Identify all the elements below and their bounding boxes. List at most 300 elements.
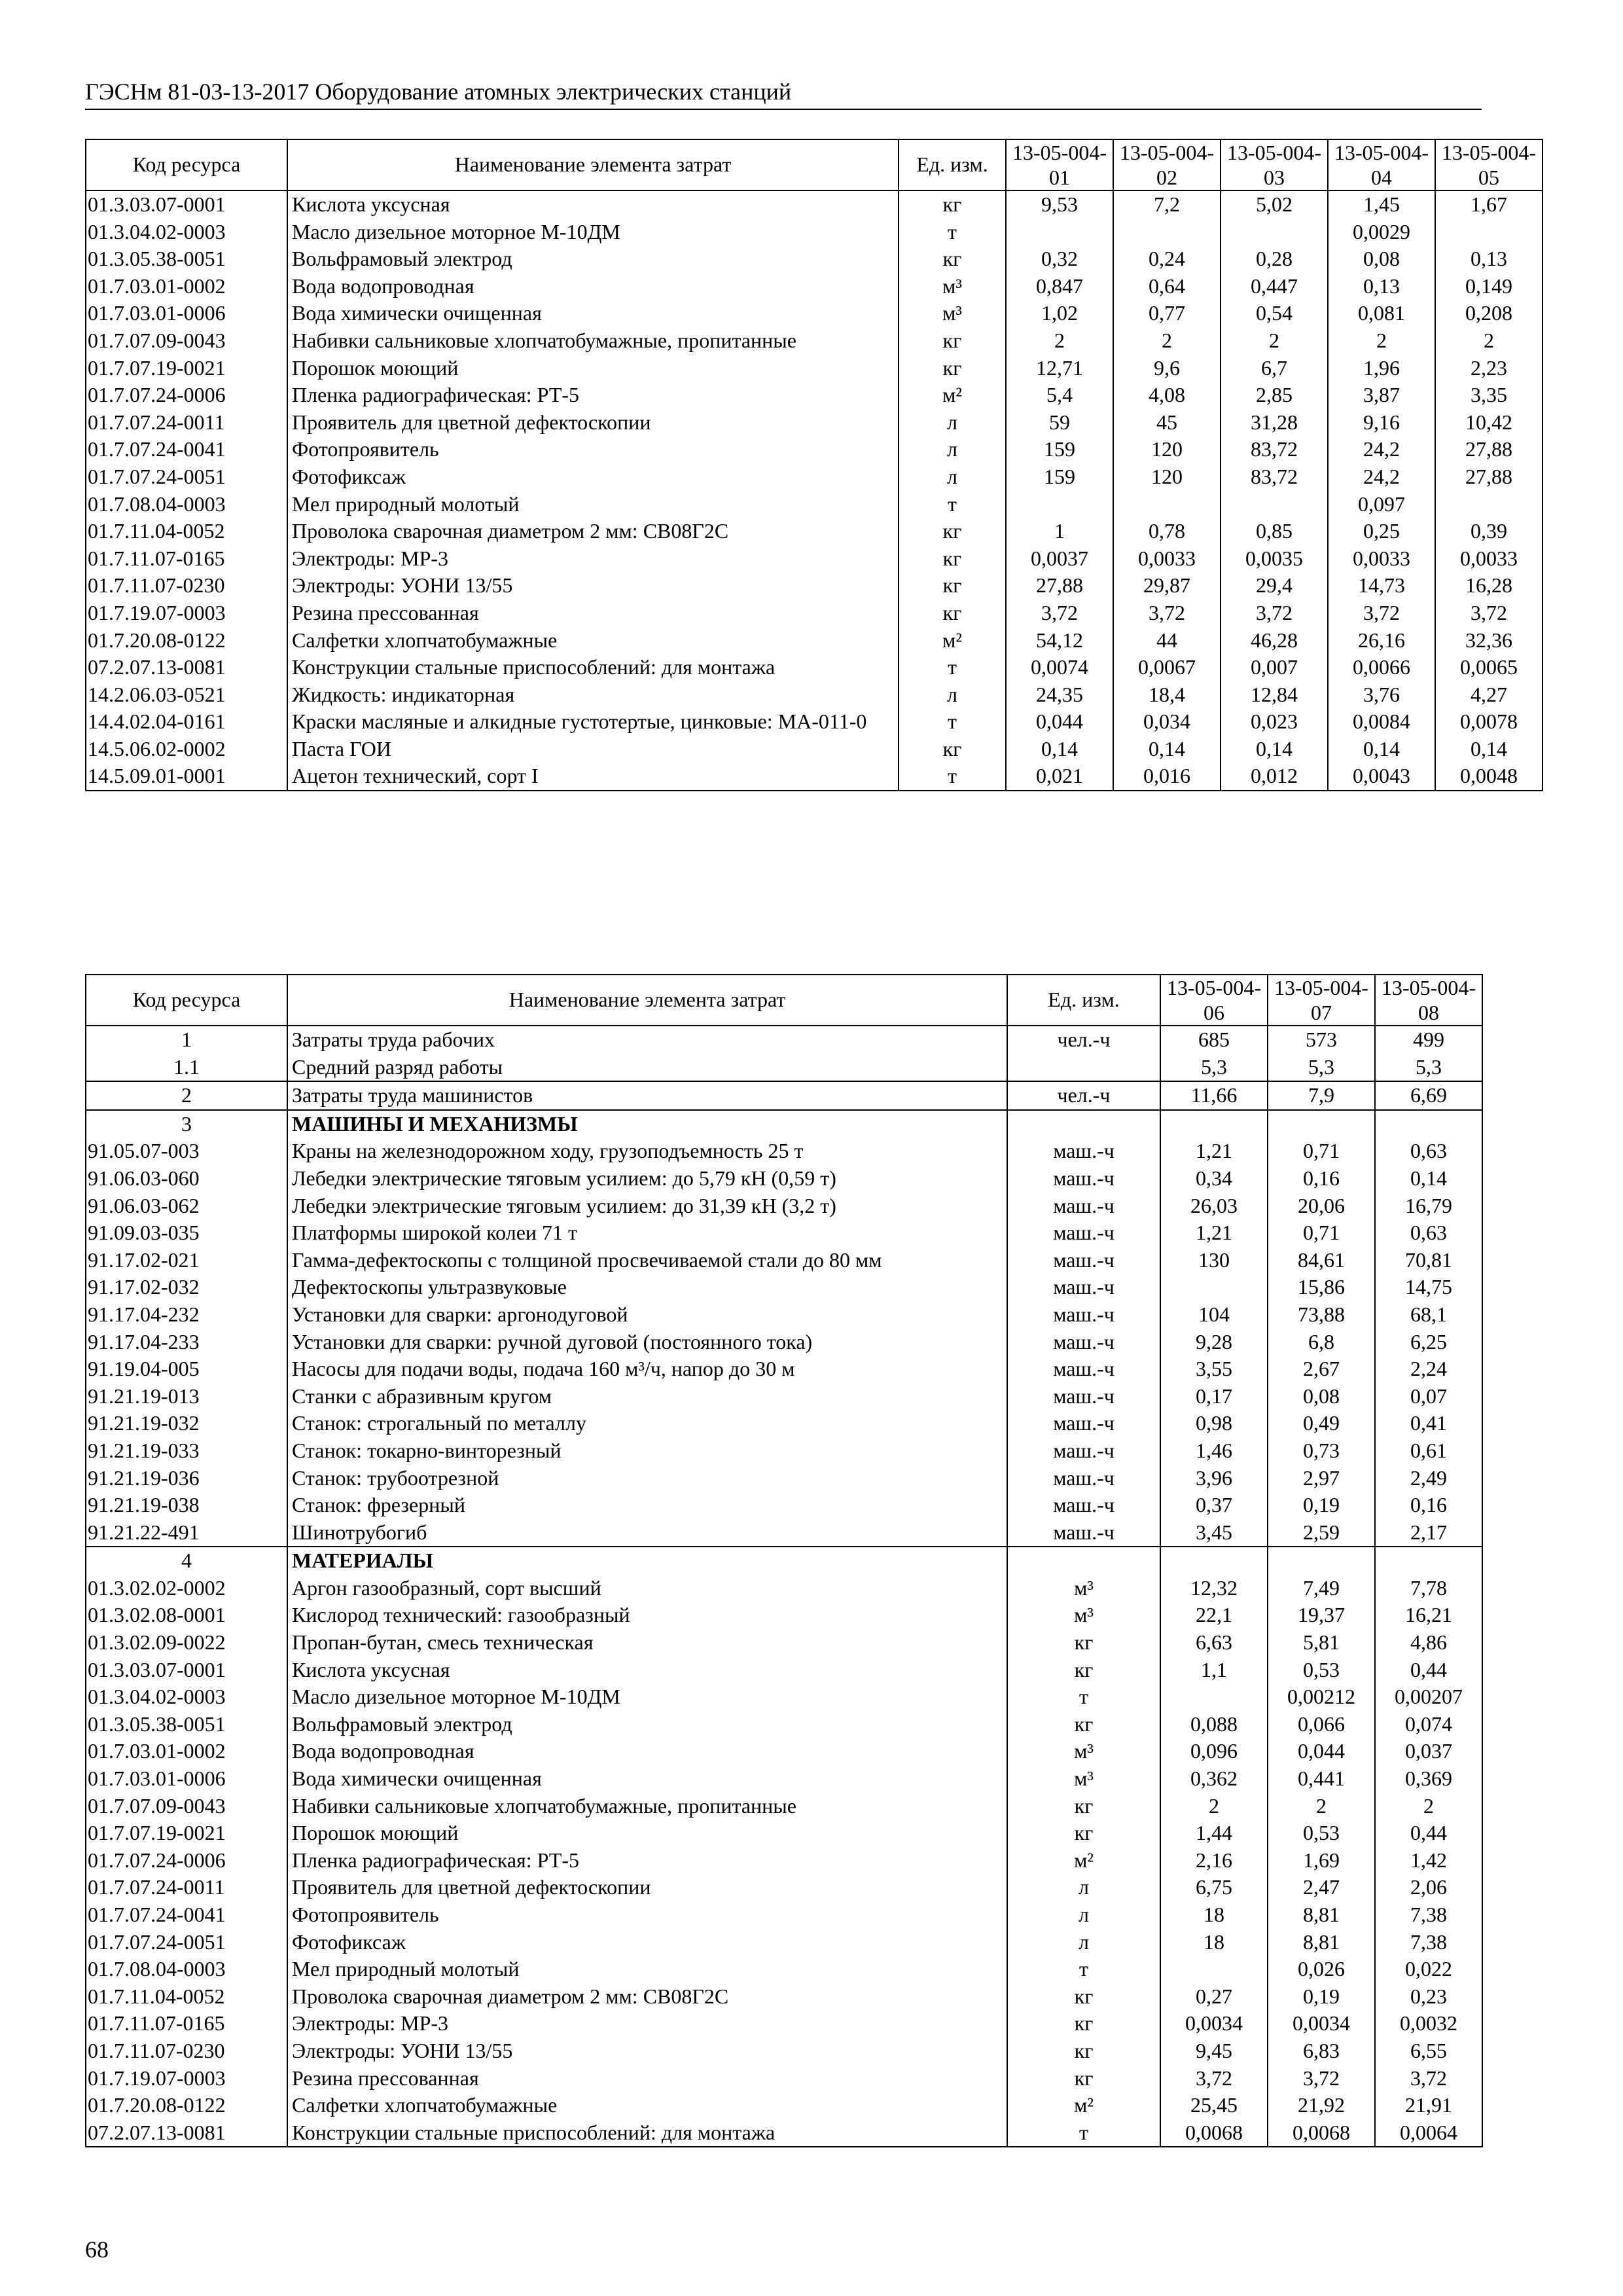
table-cell: 0,53 bbox=[1268, 1657, 1375, 1684]
table-cell: 12,32 bbox=[1160, 1575, 1268, 1602]
table-cell: 32,36 bbox=[1435, 627, 1543, 655]
column-header: 13-05-004-08 bbox=[1375, 975, 1482, 1026]
table-cell: 0,081 bbox=[1328, 300, 1435, 327]
table-cell: 31,28 bbox=[1221, 409, 1328, 437]
table-cell: 0,0048 bbox=[1435, 762, 1543, 791]
table-cell: 685 bbox=[1160, 1026, 1268, 1054]
table-cell: 0,25 bbox=[1328, 518, 1435, 545]
column-header: Наименование элемента затрат bbox=[287, 975, 1007, 1026]
table-cell: 14,75 bbox=[1375, 1274, 1482, 1301]
table-cell: Вода химически очищенная bbox=[287, 300, 899, 327]
table-cell: 0,71 bbox=[1268, 1138, 1375, 1165]
table-cell: 0,71 bbox=[1268, 1219, 1375, 1247]
table-cell: л bbox=[899, 409, 1006, 437]
table-row bbox=[86, 736, 1543, 763]
table-cell: 0,49 bbox=[1268, 1410, 1375, 1437]
table-cell: 0,447 bbox=[1221, 273, 1328, 300]
table-cell: 0,007 bbox=[1221, 654, 1328, 681]
table-cell: чел.-ч bbox=[1007, 1026, 1160, 1054]
table-cell: 1,96 bbox=[1328, 355, 1435, 382]
table-cell: 1,21 bbox=[1160, 1219, 1268, 1247]
table-cell: 0,044 bbox=[1268, 1738, 1375, 1765]
table-cell: 1,02 bbox=[1006, 300, 1113, 327]
table-cell: 0,63 bbox=[1375, 1138, 1482, 1165]
resource-table-2 bbox=[85, 974, 1483, 2147]
table-row bbox=[86, 2092, 1482, 2119]
table-cell: 0,16 bbox=[1375, 1492, 1482, 1519]
table-cell: 91.05.07-003 bbox=[86, 1138, 287, 1165]
table-cell: кг bbox=[1007, 1629, 1160, 1657]
table-cell: 0,61 bbox=[1375, 1437, 1482, 1465]
table-cell: Аргон газообразный, сорт высший bbox=[287, 1575, 1007, 1602]
table-cell: 6,83 bbox=[1268, 2037, 1375, 2065]
table-cell: м² bbox=[1007, 2092, 1160, 2119]
table-cell: 0,0068 bbox=[1268, 2119, 1375, 2147]
table-cell: т bbox=[1007, 2119, 1160, 2147]
table-cell: 7,9 bbox=[1268, 1081, 1375, 1110]
table-cell: маш.-ч bbox=[1007, 1301, 1160, 1329]
table-cell: 1,21 bbox=[1160, 1138, 1268, 1165]
table-cell bbox=[1160, 1956, 1268, 1983]
table-cell: маш.-ч bbox=[1007, 1410, 1160, 1437]
table-cell: 2 bbox=[1268, 1793, 1375, 1820]
table-cell: 0,54 bbox=[1221, 300, 1328, 327]
table-cell: Вода водопроводная bbox=[287, 273, 899, 300]
table-cell: 01.7.19.07-0003 bbox=[86, 600, 287, 627]
table-cell: л bbox=[899, 463, 1006, 491]
table-row bbox=[86, 491, 1543, 518]
table-cell: Станок: токарно-винторезный bbox=[287, 1437, 1007, 1465]
table-cell: 0,021 bbox=[1006, 762, 1113, 791]
table-cell: 5,3 bbox=[1375, 1054, 1482, 1082]
table-cell: маш.-ч bbox=[1007, 1247, 1160, 1274]
table-cell: 2,24 bbox=[1375, 1355, 1482, 1383]
table-header-row bbox=[86, 975, 1482, 1026]
table-cell: 14.2.06.03-0521 bbox=[86, 681, 287, 709]
table-cell: 91.21.19-013 bbox=[86, 1383, 287, 1410]
table-cell: МАТЕРИАЛЫ bbox=[287, 1547, 1007, 1575]
table-cell: 91.09.03-035 bbox=[86, 1219, 287, 1247]
table-cell: 01.7.07.24-0011 bbox=[86, 409, 287, 437]
table-cell: 0,14 bbox=[1113, 736, 1221, 763]
table-cell: 01.7.07.24-0051 bbox=[86, 1929, 287, 1956]
table-cell: 12,71 bbox=[1006, 355, 1113, 382]
table-row bbox=[86, 1602, 1482, 1629]
table-cell: 3,72 bbox=[1221, 600, 1328, 627]
table-cell: т bbox=[899, 654, 1006, 681]
table-cell: Конструкции стальные приспособлений: для монтажа bbox=[287, 2119, 1007, 2147]
table-cell: Масло дизельное моторное М-10ДМ bbox=[287, 219, 899, 246]
table-cell: 45 bbox=[1113, 409, 1221, 437]
table-cell: 01.3.03.07-0001 bbox=[86, 1657, 287, 1684]
table-cell: кг bbox=[899, 190, 1006, 219]
table-cell: 0,16 bbox=[1268, 1165, 1375, 1193]
table-cell: 10,42 bbox=[1435, 409, 1543, 437]
table-cell: м² bbox=[899, 382, 1006, 409]
table-cell: 6,25 bbox=[1375, 1329, 1482, 1356]
table-cell: маш.-ч bbox=[1007, 1329, 1160, 1356]
table-cell: кг bbox=[899, 600, 1006, 627]
table-cell: 2 bbox=[1435, 327, 1543, 355]
table-cell: 0,362 bbox=[1160, 1765, 1268, 1793]
table-row bbox=[86, 1683, 1482, 1711]
table-cell: 0,64 bbox=[1113, 273, 1221, 300]
table-row bbox=[86, 409, 1543, 437]
table-row bbox=[86, 1765, 1482, 1793]
table-cell: л bbox=[1007, 1901, 1160, 1929]
table-cell: 18,4 bbox=[1113, 681, 1221, 709]
table-cell: т bbox=[899, 219, 1006, 246]
table-cell: Жидкость: индикаторная bbox=[287, 681, 899, 709]
table-cell: м³ bbox=[899, 300, 1006, 327]
table-cell: 0,14 bbox=[1328, 736, 1435, 763]
table-cell: 0,34 bbox=[1160, 1165, 1268, 1193]
table-row bbox=[86, 2010, 1482, 2037]
table-cell: 9,6 bbox=[1113, 355, 1221, 382]
table-cell bbox=[1375, 1110, 1482, 1138]
table-cell: 0,00207 bbox=[1375, 1683, 1482, 1711]
table-cell: 0,28 bbox=[1221, 245, 1328, 273]
table-row bbox=[86, 1519, 1482, 1547]
table-cell: 6,63 bbox=[1160, 1629, 1268, 1657]
table-cell bbox=[1221, 491, 1328, 518]
table-cell: Кислород технический: газообразный bbox=[287, 1602, 1007, 1629]
table-cell: 0,63 bbox=[1375, 1219, 1482, 1247]
table-cell: 0,14 bbox=[1435, 736, 1543, 763]
table-cell: 0,847 bbox=[1006, 273, 1113, 300]
table-cell: 01.7.03.01-0006 bbox=[86, 300, 287, 327]
table-cell: 3,72 bbox=[1268, 2065, 1375, 2092]
table-cell: Краски масляные и алкидные густотертые, цинковые: МА-011-0 bbox=[287, 708, 899, 736]
table-row bbox=[86, 654, 1543, 681]
table-cell: 7,38 bbox=[1375, 1929, 1482, 1956]
table-cell: Станок: трубоотрезной bbox=[287, 1465, 1007, 1492]
table-cell: 01.7.07.24-0051 bbox=[86, 463, 287, 491]
table-row bbox=[86, 2037, 1482, 2065]
table-row bbox=[86, 1629, 1482, 1657]
table-cell: 01.7.07.09-0043 bbox=[86, 327, 287, 355]
table-cell: 0,13 bbox=[1435, 245, 1543, 273]
table-row bbox=[86, 463, 1543, 491]
table-cell: 3,87 bbox=[1328, 382, 1435, 409]
table-cell bbox=[1007, 1054, 1160, 1082]
table-row bbox=[86, 1465, 1482, 1492]
table-cell: т bbox=[899, 708, 1006, 736]
table-cell: Кислота уксусная bbox=[287, 1657, 1007, 1684]
table-cell bbox=[1113, 219, 1221, 246]
table-cell: л bbox=[1007, 1874, 1160, 1901]
table-cell: 14.5.06.02-0002 bbox=[86, 736, 287, 763]
table-cell: 2 bbox=[86, 1081, 287, 1110]
table-cell: 1,67 bbox=[1435, 190, 1543, 219]
table-row bbox=[86, 273, 1543, 300]
table-cell: 120 bbox=[1113, 436, 1221, 463]
table-cell: МАШИНЫ И МЕХАНИЗМЫ bbox=[287, 1110, 1007, 1138]
table-cell: 18 bbox=[1160, 1901, 1268, 1929]
table-cell: 0,0068 bbox=[1160, 2119, 1268, 2147]
table-cell: 2 bbox=[1375, 1793, 1482, 1820]
table-cell: Масло дизельное моторное М-10ДМ bbox=[287, 1683, 1007, 1711]
table-cell: 0,08 bbox=[1328, 245, 1435, 273]
table-cell: маш.-ч bbox=[1007, 1383, 1160, 1410]
table-cell: маш.-ч bbox=[1007, 1492, 1160, 1519]
table-cell: 0,78 bbox=[1113, 518, 1221, 545]
table-cell: Проявитель для цветной дефектоскопии bbox=[287, 1874, 1007, 1901]
column-header: 13-05-004-05 bbox=[1435, 139, 1543, 190]
table-cell: маш.-ч bbox=[1007, 1193, 1160, 1220]
table-cell: 01.7.08.04-0003 bbox=[86, 1956, 287, 1983]
table-cell: 1.1 bbox=[86, 1054, 287, 1082]
table-cell: 0,23 bbox=[1375, 1983, 1482, 2011]
table-cell: 01.3.05.38-0051 bbox=[86, 1711, 287, 1738]
table-cell: Затраты труда рабочих bbox=[287, 1026, 1007, 1054]
table-cell: 0,074 bbox=[1375, 1711, 1482, 1738]
table-cell: 07.2.07.13-0081 bbox=[86, 2119, 287, 2147]
table-cell: Фотопроявитель bbox=[287, 1901, 1007, 1929]
table-cell bbox=[1113, 491, 1221, 518]
table-row bbox=[86, 245, 1543, 273]
table-row bbox=[86, 382, 1543, 409]
table-cell: маш.-ч bbox=[1007, 1165, 1160, 1193]
table-cell: 68,1 bbox=[1375, 1301, 1482, 1329]
table-cell: 5,02 bbox=[1221, 190, 1328, 219]
table-cell: кг bbox=[899, 545, 1006, 573]
table-cell: 0,0037 bbox=[1006, 545, 1113, 573]
table-row bbox=[86, 436, 1543, 463]
table-cell: 5,3 bbox=[1268, 1054, 1375, 1082]
table-cell: 12,84 bbox=[1221, 681, 1328, 709]
table-cell: Фотопроявитель bbox=[287, 436, 899, 463]
table-cell: 01.7.11.07-0230 bbox=[86, 572, 287, 600]
table-cell: 01.7.11.07-0165 bbox=[86, 2010, 287, 2037]
table-cell: 8,81 bbox=[1268, 1929, 1375, 1956]
table-cell: 26,16 bbox=[1328, 627, 1435, 655]
table-cell bbox=[1268, 1110, 1375, 1138]
table-cell: 2 bbox=[1328, 327, 1435, 355]
table-cell: 01.7.11.07-0230 bbox=[86, 2037, 287, 2065]
table-cell: Электроды: УОНИ 13/55 bbox=[287, 572, 899, 600]
column-header: 13-05-004-01 bbox=[1006, 139, 1113, 190]
table-cell: 01.7.03.01-0002 bbox=[86, 1738, 287, 1765]
table-cell: 21,91 bbox=[1375, 2092, 1482, 2119]
table-cell: 2 bbox=[1160, 1793, 1268, 1820]
table-cell: 6,75 bbox=[1160, 1874, 1268, 1901]
table-cell: 91.19.04-005 bbox=[86, 1355, 287, 1383]
table-cell: 01.3.04.02-0003 bbox=[86, 219, 287, 246]
table-cell: 01.3.02.08-0001 bbox=[86, 1602, 287, 1629]
table-row bbox=[86, 1820, 1482, 1847]
table-cell: 3,72 bbox=[1375, 2065, 1482, 2092]
table-cell: Станки с абразивным кругом bbox=[287, 1383, 1007, 1410]
table-cell: м³ bbox=[899, 273, 1006, 300]
table-cell: м² bbox=[899, 627, 1006, 655]
table-cell: Порошок моющий bbox=[287, 1820, 1007, 1847]
table-cell: 8,81 bbox=[1268, 1901, 1375, 1929]
table-cell: маш.-ч bbox=[1007, 1437, 1160, 1465]
table-cell: 5,4 bbox=[1006, 382, 1113, 409]
table-cell: 0,026 bbox=[1268, 1956, 1375, 1983]
table-cell: 2 bbox=[1113, 327, 1221, 355]
table-cell: 0,0066 bbox=[1328, 654, 1435, 681]
table-cell: 0,13 bbox=[1328, 273, 1435, 300]
table-cell: кг bbox=[1007, 1711, 1160, 1738]
table-cell: 0,53 bbox=[1268, 1820, 1375, 1847]
table-cell bbox=[1007, 1547, 1160, 1575]
table-cell: Набивки сальниковые хлопчатобумажные, пропитанные bbox=[287, 327, 899, 355]
table-cell: 24,2 bbox=[1328, 463, 1435, 491]
table-cell: 0,023 bbox=[1221, 708, 1328, 736]
table-cell: 01.7.07.09-0043 bbox=[86, 1793, 287, 1820]
table-cell: 3,72 bbox=[1160, 2065, 1268, 2092]
table-cell: Лебедки электрические тяговым усилием: до 31,39 кН (3,2 т) bbox=[287, 1193, 1007, 1220]
table-row bbox=[86, 681, 1543, 709]
table-row bbox=[86, 627, 1543, 655]
table-row bbox=[86, 1026, 1482, 1054]
column-header: Ед. изм. bbox=[899, 139, 1006, 190]
table-cell: Порошок моющий bbox=[287, 355, 899, 382]
table-row bbox=[86, 327, 1543, 355]
table-cell: 159 bbox=[1006, 463, 1113, 491]
table-cell: 4,27 bbox=[1435, 681, 1543, 709]
table-cell: 0,149 bbox=[1435, 273, 1543, 300]
table-row bbox=[86, 518, 1543, 545]
column-header: Ед. изм. bbox=[1007, 975, 1160, 1026]
table-cell: 159 bbox=[1006, 436, 1113, 463]
table-cell: 0,44 bbox=[1375, 1657, 1482, 1684]
table-cell: кг bbox=[899, 572, 1006, 600]
table-cell: 2 bbox=[1006, 327, 1113, 355]
table-cell: маш.-ч bbox=[1007, 1274, 1160, 1301]
table-cell: 3,72 bbox=[1006, 600, 1113, 627]
table-cell: Кислота уксусная bbox=[287, 190, 899, 219]
table-cell: Затраты труда машинистов bbox=[287, 1081, 1007, 1110]
table-row bbox=[86, 1874, 1482, 1901]
table-cell: 0,0078 bbox=[1435, 708, 1543, 736]
table-cell: 6,69 bbox=[1375, 1081, 1482, 1110]
table-cell: 573 bbox=[1268, 1026, 1375, 1054]
table-cell: 4,08 bbox=[1113, 382, 1221, 409]
table-cell: 73,88 bbox=[1268, 1301, 1375, 1329]
table-cell: т bbox=[899, 762, 1006, 791]
table-cell: м³ bbox=[1007, 1575, 1160, 1602]
table-row bbox=[86, 1301, 1482, 1329]
table-cell: 0,016 bbox=[1113, 762, 1221, 791]
table-cell: 01.7.03.01-0002 bbox=[86, 273, 287, 300]
table-cell: Вода химически очищенная bbox=[287, 1765, 1007, 1793]
table-cell: м² bbox=[1007, 1847, 1160, 1874]
table-cell: 14.5.09.01-0001 bbox=[86, 762, 287, 791]
table-cell: 0,0034 bbox=[1160, 2010, 1268, 2037]
table-cell: 0,19 bbox=[1268, 1492, 1375, 1519]
table-row bbox=[86, 1193, 1482, 1220]
table-cell: 1,1 bbox=[1160, 1657, 1268, 1684]
table-cell: 0,00212 bbox=[1268, 1683, 1375, 1711]
table-cell: 7,2 bbox=[1113, 190, 1221, 219]
table-cell: 46,28 bbox=[1221, 627, 1328, 655]
table-cell: 19,37 bbox=[1268, 1602, 1375, 1629]
table-cell: 26,03 bbox=[1160, 1193, 1268, 1220]
table-row bbox=[86, 1437, 1482, 1465]
table-cell: 15,86 bbox=[1268, 1274, 1375, 1301]
table-cell: л bbox=[899, 681, 1006, 709]
table-cell: 01.7.19.07-0003 bbox=[86, 2065, 287, 2092]
table-cell: 2,23 bbox=[1435, 355, 1543, 382]
table-cell: м³ bbox=[1007, 1765, 1160, 1793]
table-cell: 18 bbox=[1160, 1929, 1268, 1956]
table-cell: 01.7.07.24-0011 bbox=[86, 1874, 287, 1901]
table-cell: Салфетки хлопчатобумажные bbox=[287, 627, 899, 655]
table-cell: кг bbox=[1007, 2065, 1160, 2092]
table-cell: маш.-ч bbox=[1007, 1355, 1160, 1383]
table-cell: Проволока сварочная диаметром 2 мм: СВ08Г2С bbox=[287, 1983, 1007, 2011]
table-cell: Резина прессованная bbox=[287, 2065, 1007, 2092]
table-cell: Электроды: УОНИ 13/55 bbox=[287, 2037, 1007, 2065]
table-cell: 2,59 bbox=[1268, 1519, 1375, 1547]
column-header: Код ресурса bbox=[86, 139, 287, 190]
table-cell: 29,4 bbox=[1221, 572, 1328, 600]
table-cell: 16,79 bbox=[1375, 1193, 1482, 1220]
table-cell: 2,67 bbox=[1268, 1355, 1375, 1383]
table-cell bbox=[1268, 1547, 1375, 1575]
table-cell: 3,45 bbox=[1160, 1519, 1268, 1547]
table-cell: 0,77 bbox=[1113, 300, 1221, 327]
table-cell: 44 bbox=[1113, 627, 1221, 655]
table-cell: 9,28 bbox=[1160, 1329, 1268, 1356]
table-cell: кг bbox=[899, 355, 1006, 382]
table-cell: 0,0067 bbox=[1113, 654, 1221, 681]
table-cell: 0,208 bbox=[1435, 300, 1543, 327]
table-cell: 01.3.05.38-0051 bbox=[86, 245, 287, 273]
table-cell: кг bbox=[1007, 1657, 1160, 1684]
table-cell: Лебедки электрические тяговым усилием: до 5,79 кН (0,59 т) bbox=[287, 1165, 1007, 1193]
table-row bbox=[86, 1492, 1482, 1519]
table-cell: 0,0065 bbox=[1435, 654, 1543, 681]
table-cell: 01.7.11.07-0165 bbox=[86, 545, 287, 573]
table-cell: 0,037 bbox=[1375, 1738, 1482, 1765]
table-cell: Вода водопроводная bbox=[287, 1738, 1007, 1765]
table-cell: 27,88 bbox=[1435, 463, 1543, 491]
table-cell: 25,45 bbox=[1160, 2092, 1268, 2119]
table-row bbox=[86, 1901, 1482, 1929]
table-cell: Шинотрубогиб bbox=[287, 1519, 1007, 1547]
table-cell: 0,022 bbox=[1375, 1956, 1482, 1983]
table-cell: 0,0034 bbox=[1268, 2010, 1375, 2037]
table-cell: 0,14 bbox=[1006, 736, 1113, 763]
table-cell: 01.7.08.04-0003 bbox=[86, 491, 287, 518]
table-row bbox=[86, 1793, 1482, 1820]
table-cell: м³ bbox=[1007, 1602, 1160, 1629]
table-cell: л bbox=[1007, 1929, 1160, 1956]
table-cell: Фотофиксаж bbox=[287, 1929, 1007, 1956]
column-header: 13-05-004-06 bbox=[1160, 975, 1268, 1026]
table-cell: 0,0064 bbox=[1375, 2119, 1482, 2147]
column-header: Код ресурса bbox=[86, 975, 287, 1026]
table-cell: 0,066 bbox=[1268, 1711, 1375, 1738]
table-cell: 1,42 bbox=[1375, 1847, 1482, 1874]
table-cell: Набивки сальниковые хлопчатобумажные, пропитанные bbox=[287, 1793, 1007, 1820]
table-row bbox=[86, 708, 1543, 736]
table-cell bbox=[1160, 1547, 1268, 1575]
table-cell: 0,14 bbox=[1375, 1165, 1482, 1193]
table-cell: Краны на железнодорожном ходу, грузоподъемность 25 т bbox=[287, 1138, 1007, 1165]
table-row bbox=[86, 1165, 1482, 1193]
table-row bbox=[86, 190, 1543, 219]
table-cell: Паста ГОИ bbox=[287, 736, 899, 763]
table-cell bbox=[1160, 1110, 1268, 1138]
table-cell: кг bbox=[899, 245, 1006, 273]
table-row bbox=[86, 1711, 1482, 1738]
table-cell: 0,08 bbox=[1268, 1383, 1375, 1410]
